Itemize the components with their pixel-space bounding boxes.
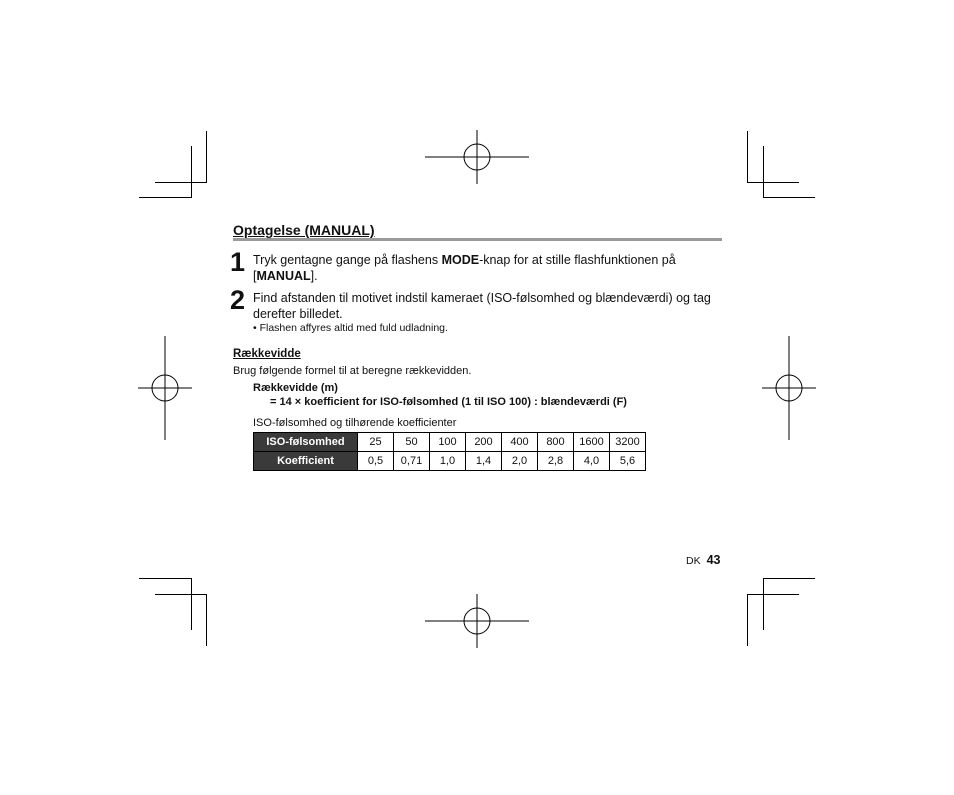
crop-mark [747, 131, 748, 183]
range-title: Rækkevidde [233, 348, 301, 360]
mode-label: MODE [441, 253, 480, 267]
crop-mark [747, 594, 799, 595]
crop-mark [206, 131, 207, 183]
table-cell: 400 [502, 433, 538, 452]
section-rule [233, 238, 722, 241]
crop-mark [747, 594, 748, 646]
crop-mark [763, 578, 815, 579]
table-cell: 3200 [610, 433, 646, 452]
step-number: 2 [230, 285, 246, 315]
page-number: 43 [706, 553, 721, 567]
table-cell: 0,5 [358, 452, 394, 471]
registration-mark-icon [138, 336, 192, 440]
crop-mark [763, 146, 764, 198]
table-cell: 1,0 [430, 452, 466, 471]
coefficient-table [253, 432, 646, 471]
crop-mark [763, 578, 764, 630]
formula: = 14 × koefficient for ISO-følsomhed (1 til ISO 100) : blændeværdi (F) [270, 396, 627, 408]
registration-mark-icon [425, 594, 529, 648]
crop-mark [763, 197, 815, 198]
step-text: Tryk gentagne gange på flashens MODE-knap for at stille flashfunktionen på [MANUAL]. [253, 253, 676, 283]
crop-mark [139, 197, 191, 198]
table-cell: 1,4 [466, 452, 502, 471]
table-cell: 100 [430, 433, 466, 452]
table-cell: 0,71 [394, 452, 430, 471]
coefficient-row [254, 452, 646, 471]
table-cell: 5,6 [610, 452, 646, 471]
table-cell: 4,0 [574, 452, 610, 471]
table-cell: 2,0 [502, 452, 538, 471]
crop-mark [747, 182, 799, 183]
table-caption: ISO-følsomhed og tilhørende koefficienter [253, 417, 457, 429]
table-cell: 2,8 [538, 452, 574, 471]
table-cell: 200 [466, 433, 502, 452]
registration-mark-icon [425, 130, 529, 184]
step-text: Find afstanden til motivet indstil kameraet (ISO-følsomhed og blændeværdi) og tag derefter billedet. [253, 291, 711, 321]
table-cell: 50 [394, 433, 430, 452]
registration-mark-icon [762, 336, 816, 440]
crop-mark [155, 594, 207, 595]
formula-label: Rækkevidde (m) [253, 382, 338, 394]
iso-row [254, 433, 646, 452]
range-intro: Brug følgende formel til at beregne rækkevidden. [233, 365, 472, 377]
crop-mark [191, 578, 192, 630]
table-cell: 800 [538, 433, 574, 452]
crop-mark [139, 578, 191, 579]
row-header: ISO-følsomhed [254, 433, 358, 452]
step-number: 1 [230, 247, 246, 277]
section-header [233, 222, 722, 239]
bullet-note: • Flashen affyres altid med fuld udladning. [253, 322, 448, 334]
language-code: DK [686, 555, 701, 567]
row-header: Koefficient [254, 452, 358, 471]
table-cell: 1600 [574, 433, 610, 452]
crop-mark [155, 182, 207, 183]
table-cell: 25 [358, 433, 394, 452]
page-footer [686, 551, 721, 569]
manual-label: MANUAL [256, 269, 311, 283]
crop-mark [191, 146, 192, 198]
crop-mark [206, 594, 207, 646]
section-title: Optagelse (MANUAL) [233, 222, 375, 238]
